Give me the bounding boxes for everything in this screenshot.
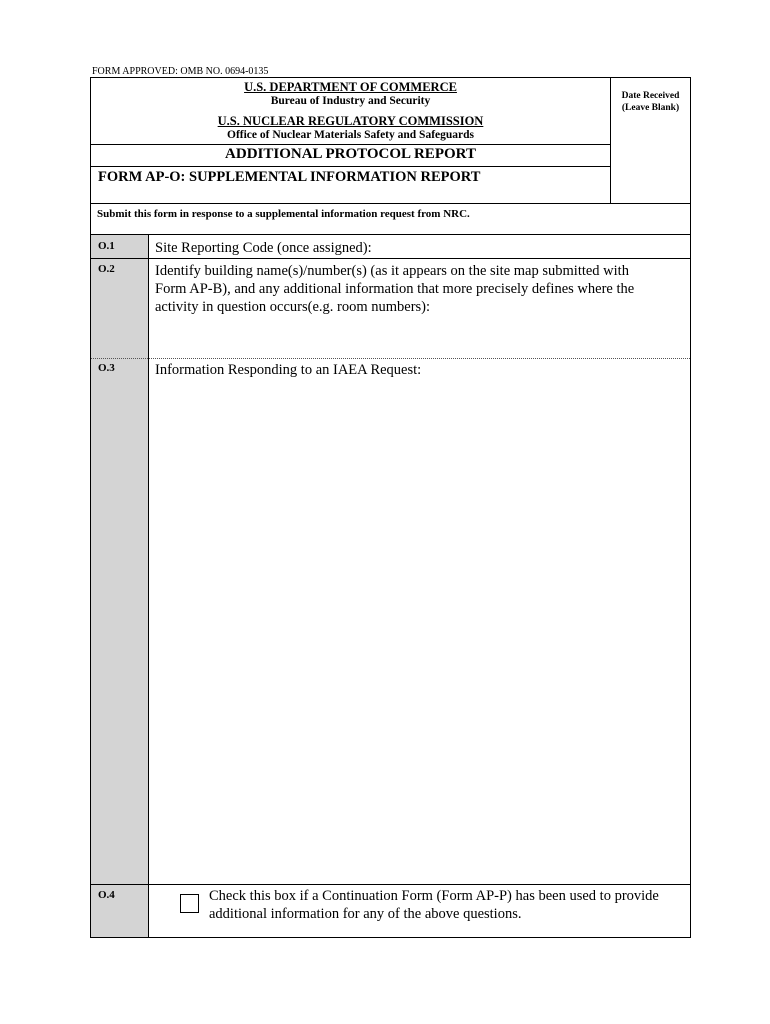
question-o4-text (209, 887, 659, 923)
question-o1-text: Site Reporting Code (once assigned): (155, 240, 372, 256)
question-o1-number: O.1 (98, 240, 115, 252)
question-o3-number: O.3 (98, 362, 115, 374)
date-received-box (611, 90, 690, 114)
number-column (91, 235, 148, 937)
instruction-text: Submit this form in response to a supplemental information request from NRC. (97, 208, 470, 220)
row-o1-bottom-rule (91, 258, 690, 259)
dept-name: U.S. DEPARTMENT OF COMMERCE (244, 80, 457, 94)
question-o2-line-2: Form AP-B), and any additional information that more precisely defines where the (155, 281, 635, 297)
date-received-label: Date Received (621, 91, 680, 101)
question-o2-line-1: Identify building name(s)/number(s) (as it appears on the site map submitted with (155, 263, 629, 279)
nrc-name: U.S. NUCLEAR REGULATORY COMMISSION (217, 114, 484, 128)
report-title-top-rule (91, 144, 610, 145)
report-title: ADDITIONAL PROTOCOL REPORT (225, 146, 476, 162)
office-name: Office of Nuclear Materials Safety and Safeguards (227, 129, 474, 141)
header-bottom-rule (91, 203, 690, 204)
row-o3-bottom-rule (91, 884, 690, 885)
continuation-form-checkbox[interactable] (180, 894, 199, 913)
question-o3-response-area[interactable] (150, 382, 688, 882)
form-title: FORM AP-O: SUPPLEMENTAL INFORMATION REPORT (98, 169, 481, 185)
number-column-divider (148, 235, 149, 937)
header-left (91, 78, 610, 203)
question-o2-text (155, 262, 634, 316)
report-title-bottom-rule (91, 166, 610, 167)
form-approved-line: FORM APPROVED: OMB NO. 0694-0135 (92, 66, 269, 77)
question-o3-text: Information Responding to an IAEA Request: (155, 362, 422, 378)
question-o4-line-1: Check this box if a Continuation Form (Form AP-P) has been used to provide (209, 888, 659, 904)
question-o4-number: O.4 (98, 889, 115, 901)
instruction-bottom-rule (91, 234, 690, 235)
question-o2-number: O.2 (98, 263, 115, 275)
question-o2-line-3: activity in question occurs(e.g. room numbers): (155, 299, 431, 315)
leave-blank-label: (Leave Blank) (621, 103, 680, 113)
row-o2-bottom-rule (91, 358, 690, 359)
bureau-name: Bureau of Industry and Security (270, 95, 431, 107)
question-o4-line-2: additional information for any of the above questions. (209, 906, 522, 922)
